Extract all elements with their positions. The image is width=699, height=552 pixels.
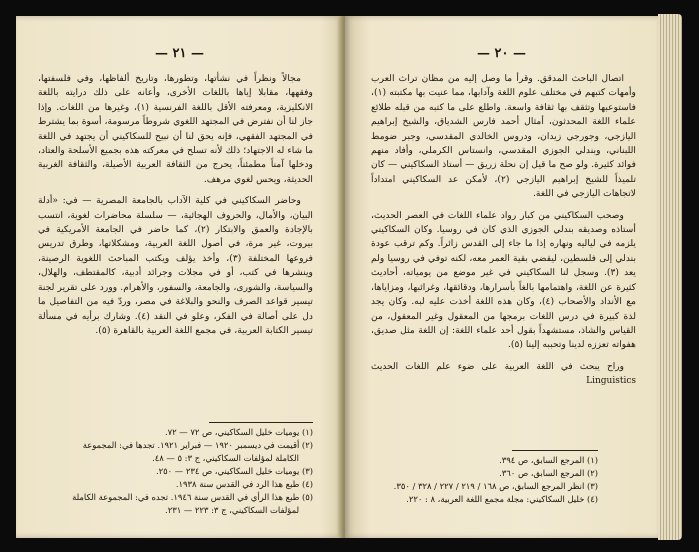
body-text <box>371 72 636 389</box>
footnotes <box>371 444 598 506</box>
footnote-divider <box>209 422 314 423</box>
footnote: الكاملة لمؤلفات السكاكيني، ج ٣: ٥ — ٤٨. <box>152 453 299 463</box>
paragraph: وحاضر السكاكيني في كلية الآداب بالجامعة المصرية — في: «أدلة البيان، والأمال، والحروف الهجائية، — سلسلة محاضرات لغوية، انتسب بالإجادة والعمق والابتكار (٢)، كما حاضر في الجامعة الأمريكية في بيروت، غير مرة، في أصول اللغة العربية، ومشكلاتها، وطرق تدريس فروعها المختلفة (٣)، وأخذ يؤلف ويكتب المباحث اللغوية الرصينة، وينشرها في كتب، أو في مجلات وجرائد أدبية، كالمقتطف، والهلال، والسياسة، والشورى، والجامعة، والسفور، والأهرام. وورد على تقرير لجنة تيسير قواعد الصرف والنحو والبلاغة في مصر، وردّ فيه من التفاصيل ما دل على أصالة في الفكر، وعلو في النقد (٤). وشارك برأيه في مسألة تيسير الكتابة العربية، في مجمع اللغة العربية بالقاهرة (٥). <box>38 195 314 336</box>
footnote: (٤) خليل السكاكيني: مجلة مجمع اللغة العربية، ٨ : ٢٢٠. <box>406 494 598 504</box>
footnote: (١) يوميات خليل السكاكيني، ص ٧٢ — ٧٢. <box>164 427 313 437</box>
footnote: (٣) يوميات خليل السكاكيني، ص ٢٣٤ — ٢٥٠. <box>155 466 313 476</box>
body-text <box>38 72 313 338</box>
footnote: (٣) انظر المرجع السابق، ص ١٦٨ / ٢١٩ / ٢٢٧ / ٣٢٨ / ٣٥٠. <box>393 481 598 491</box>
paragraph: وراح يبحث في اللغة العربية على ضوء علم اللغات الحديث Linguistics <box>371 361 636 387</box>
page-edges <box>658 14 682 540</box>
paragraph: اتصال الباحث المدقق. وقرأ ما وصل إليه من مظان تراث العرب وأمهات كتبهم في مختلف علوم اللغة وآدابها، مما عنيت بها مكتبته (١)، فاستوعبها وتثقف بها ثقافة واسعة. واطلع على ما كتبه من قبله طلائع علماء اللغة المحدثون، أمثال أحمد فارس الشدياق، والشيخ إبراهيم اليازجي، وجورجي زيدان، ودروس الخالدي المقدسي، وجبر ضومط اللبناني، وبندلي الجوزي المقدسي، وانستاس الكرملي، وأفاد منهم فوائد كثيرة. ولو صح ما قيل إن نحلة زريق — أستاذ السكاكيني — كان تلميذاً للشيخ إبراهيم اليازجي (٢)، لأمكن عد السكاكيني امتداداً لاتجاهات اليازجي في اللغة. <box>371 73 636 200</box>
footnote: لمؤلفات السكاكيني، ج ٣: ٢٢٣ — ٢٣١. <box>165 505 299 515</box>
footnotes <box>38 416 313 517</box>
footnote: (٢) المرجع السابق، ص ٣٦٠. <box>499 468 598 478</box>
paragraph: وصحب السكاكيني من كبار رواد علماء اللغات في العصر الحديث، أستاذه وصديقه بندلي الجوزي الذي كان في روسيا. وكان السكاكيني يلزمه في لياليه ونهاره إذا ما جاء إلى القدس زائراً. وكم ترقب عودة بندلي إلى فلسطين، ليقضي بقية العمر معه، لكنه توفي في روسيا ولم يعد (٣). وسجل لنا السكاكيني في غير موضع من يومياته، أحاديث كثيرة عن اللغة، واهتمامها بالغاً بأسرارها، ودقائقها، وغرائبها، ومزاياها، مع الأنداد والأصحاب (٤)، وكان هذه اللغة أخذت عليه لبه. وكان يجد لذة كبيرة في درس اللغات برمجها من المعقول وغير المعقول، من القياس والشاذ، مستشهداً بقول أحد علماء اللغة: إن اللغة مثل صديق، هفواته تعززه لدينا وتحببه إلينا (٥). <box>371 209 636 351</box>
page-number: — ٢١ — <box>154 46 205 61</box>
page-number: — ٢٠ — <box>476 46 527 61</box>
left-page <box>16 16 343 538</box>
paragraph: مجالاً ونظراً في نشأتها، وتطورها، وتاريخ ألفاظها، وفي فلسفتها، وفقهها، مقابلا إياها باللغات الأخرى، وأعانه على ذلك درايته باللغة الانكليزية، ومعرفته الأقل باللغة الفرنسية (١)، وغيرها من اللغات. وإذا جاز لنا أن نفترض في المجتهد اللغوي شروطاً مرسومة، أسوة بما يشترط في المجتهد الفقهي، فإنه يحق لنا أن نبيح للسكاكيني أن يجتهد في اللغة ما شاء له الاجتهاد؛ ذلك لأنه تسلح في معركته هذه بجميع الأسلحة والعتاد، ودخلها آمناً مطمئناً، يحرج من الثقافة العربية الأصيلة، والثقافة الغربية الحديثة، ويحس لغوي مرهف. <box>38 73 314 185</box>
right-page <box>345 16 658 538</box>
footnote: (٢) أقيمت في ديسمبر ١٩٢٠ — فبراير ١٩٢١. تجدها في: المجموعة <box>82 440 313 450</box>
footnote: (٤) طبع هذا الرد في القدس سنة ١٩٣٨. <box>175 479 313 489</box>
footnote-divider <box>512 450 598 451</box>
footnote: (١) المرجع السابق، ص ٣٩٤. <box>499 455 598 465</box>
footnote: (٥) طبع هذا الرأي في القدس سنة ١٩٤٦. تجده في: المجموعة الكاملة <box>72 492 313 502</box>
